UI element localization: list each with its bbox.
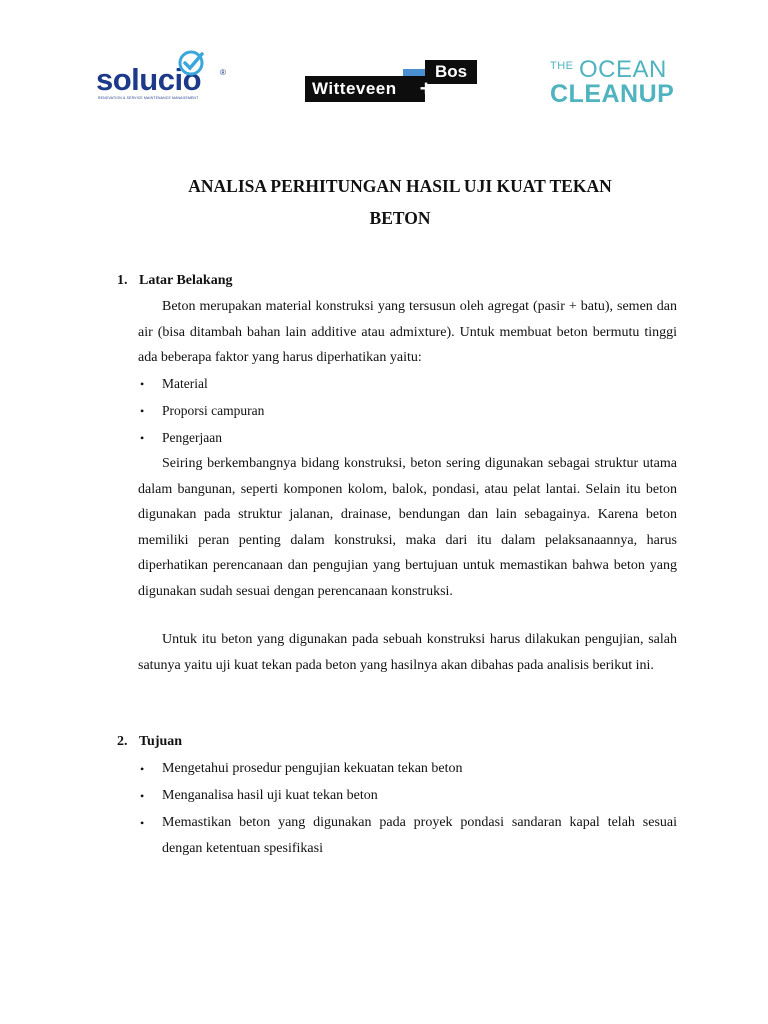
witteveen-bos-logo [305, 60, 477, 104]
bullet-icon: • [140, 404, 145, 418]
section-title: Tujuan [139, 734, 183, 749]
paragraph-text: Beton merupakan material konstruksi yang tersusun oleh agregat (pasir + batu), semen dan air (bisa ditambah bahan lain additive atau admixture). Untuk membuat beton bermutu tinggi ada beberapa faktor yang harus diperhatikan yaitu: [138, 299, 677, 365]
section-title: Latar Belakang [139, 273, 233, 288]
section-number: 1. [117, 273, 128, 288]
paragraph-intro [138, 294, 677, 371]
ocean-cleanup-ocean: OCEAN [579, 56, 667, 83]
title-line-2: BETON [369, 208, 431, 228]
checkmark-icon [178, 50, 204, 76]
paragraph-testing [138, 627, 677, 678]
title-line-1: ANALISA PERHITUNGAN HASIL UJI KUAT TEKAN [188, 176, 612, 196]
section-number: 2. [117, 734, 128, 749]
bullet-icon: • [140, 762, 145, 776]
list-item: • Menganalisa hasil uji kuat tekan beton [138, 783, 677, 809]
wb-witteveen-word: Witteveen [305, 76, 425, 102]
paragraph-text: Seiring berkembangnya bidang konstruksi, beton sering digunakan sebagai struktur utama dalam bangunan, seperti komponen kolom, balok, pondasi, atau pelat lantai. Selain itu beton digunakan pada struktur jalanan, drainase, bendungan dan lain sebagainya. Karena beton memiliki peran penting dalam konstruksi, maka dari itu dalam pelaksanaannya, harus diperhatikan perencanaan dan pengujian yang bertujuan untuk memastikan bahwa beton yang digunakan sudah sesuai dengan perencanaan konstruksi. [138, 456, 677, 599]
paragraph-construction [138, 451, 677, 604]
ocean-cleanup-the: THE [550, 60, 574, 72]
list-item: • Memastikan beton yang digunakan pada proyek pondasi sandaran kapal telah sesuai dengan ketentuan spesifikasi [138, 810, 677, 862]
plus-icon: + [419, 76, 433, 101]
ocean-cleanup-cleanup: CLEANUP [550, 80, 675, 108]
bullet-icon: • [140, 431, 145, 445]
bullet-icon: • [140, 789, 145, 803]
bullet-icon: • [140, 816, 145, 830]
list-item: • Material [140, 376, 208, 391]
list-item: • Pengerjaan [140, 430, 222, 445]
list-item: • Mengetahui prosedur pengujian kekuatan tekan beton [138, 756, 677, 782]
paragraph-text: Untuk itu beton yang digunakan pada sebuah konstruksi harus dilakukan pengujian, salah satunya yaitu uji kuat tekan pada beton yang hasilnya akan dibahas pada analisis berikut ini. [138, 632, 677, 673]
ocean-cleanup-logo [550, 58, 680, 108]
factor-list [138, 375, 677, 456]
registered-mark: ® [220, 68, 226, 77]
list-item: • Proporsi campuran [140, 403, 265, 418]
document-title [120, 170, 680, 234]
solucio-wordmark: solucio [96, 62, 202, 97]
solucio-logo [96, 50, 236, 110]
section-heading-latar-belakang [117, 272, 232, 290]
wb-blue-bar [403, 69, 425, 76]
bullet-icon: • [140, 377, 145, 391]
section-heading-tujuan [117, 733, 182, 751]
objective-list [138, 756, 677, 863]
solucio-tagline: RENOVATION & SERVICE MAINTENANCE MANAGEMENT [98, 96, 199, 100]
wb-bos-word: Bos [425, 60, 477, 84]
